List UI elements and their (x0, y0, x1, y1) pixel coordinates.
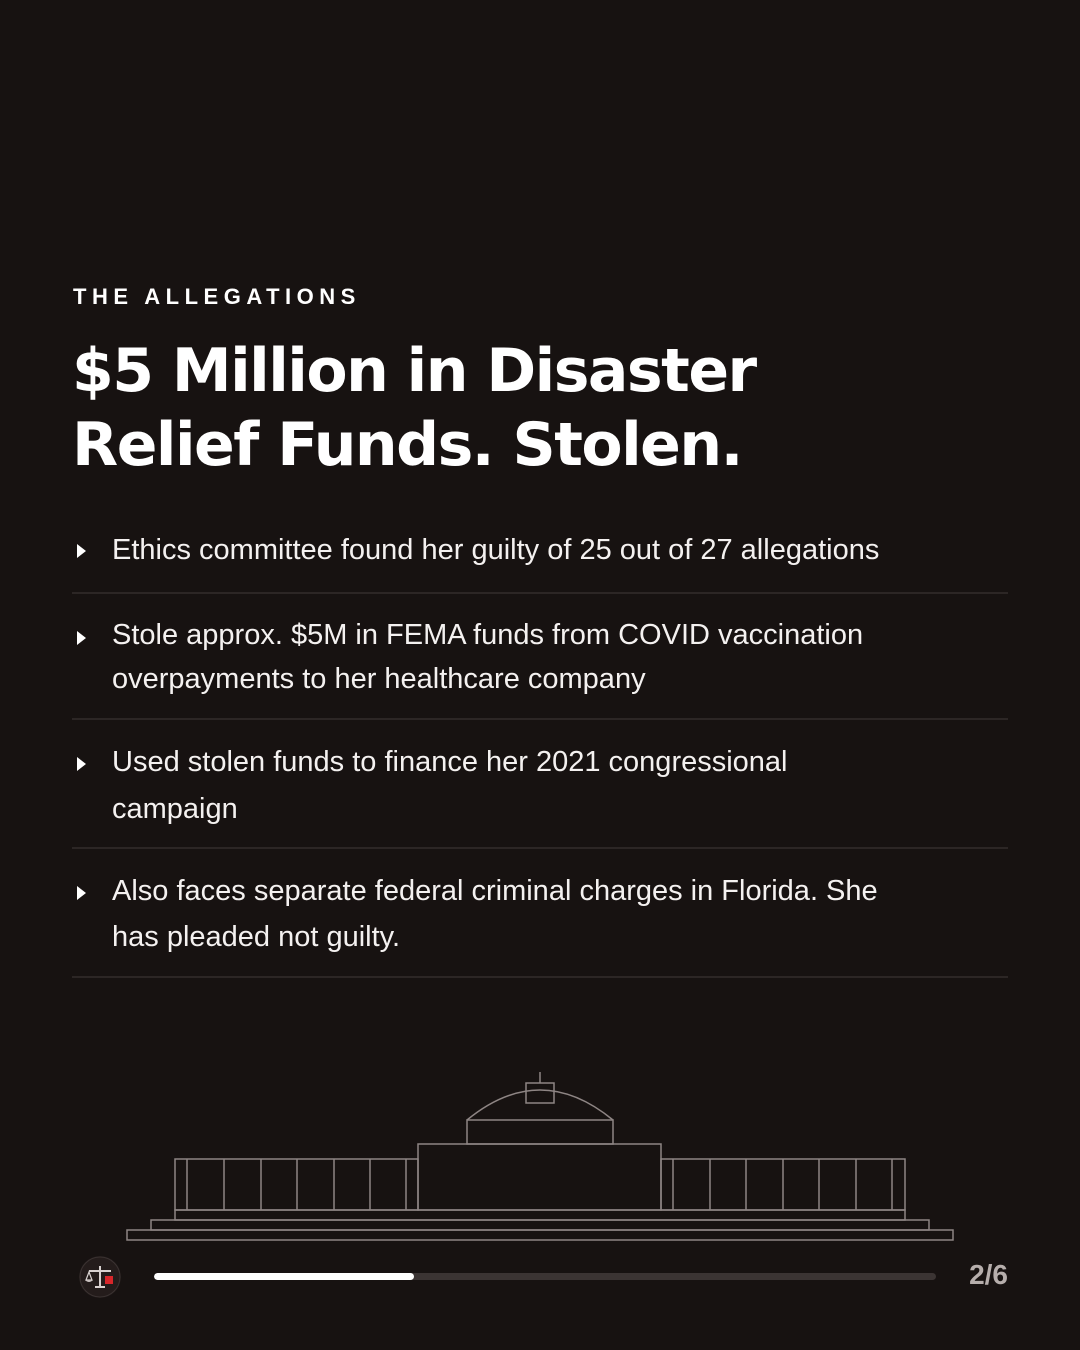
list-item (72, 509, 1008, 594)
list-item-text (112, 849, 1008, 960)
list-item-text (112, 594, 1008, 701)
list-item-line: Ethics committee found her guilty of 25 out of 27 allegations (112, 534, 880, 566)
list-item-text (112, 509, 1008, 571)
capitol-building-icon (0, 1060, 1080, 1250)
list-item-line: Also faces separate federal criminal charges in Florida. She (112, 875, 878, 907)
eyebrow-label: THE ALLEGATIONS (73, 284, 361, 309)
caret-right-icon (77, 544, 86, 558)
progress-bar-fill (154, 1273, 414, 1280)
page-indicator: 2/6 (969, 1259, 1008, 1290)
list-item-line: Used stolen funds to finance her 2021 congressional (112, 746, 788, 778)
list-item-line: overpayments to her healthcare company (112, 663, 646, 695)
headline-line-1: $5 Million in Disaster (72, 336, 756, 406)
list-item-line: has pleaded not guilty. (112, 921, 401, 953)
scales-of-justice-icon (79, 1256, 121, 1298)
progress-bar (154, 1273, 936, 1280)
caret-right-icon (77, 631, 86, 645)
list-item-text (112, 720, 1008, 833)
allegations-list (72, 509, 1008, 978)
headline-line-2: Relief Funds. Stolen. (72, 410, 742, 480)
caret-right-icon (77, 757, 86, 771)
headline (72, 334, 756, 482)
list-item-line: Stole approx. $5M in FEMA funds from COVID vaccination (112, 619, 864, 651)
list-item (72, 720, 1008, 849)
list-item-line: campaign (112, 793, 238, 825)
caret-right-icon (77, 886, 86, 900)
list-item (72, 849, 1008, 978)
list-item (72, 594, 1008, 720)
